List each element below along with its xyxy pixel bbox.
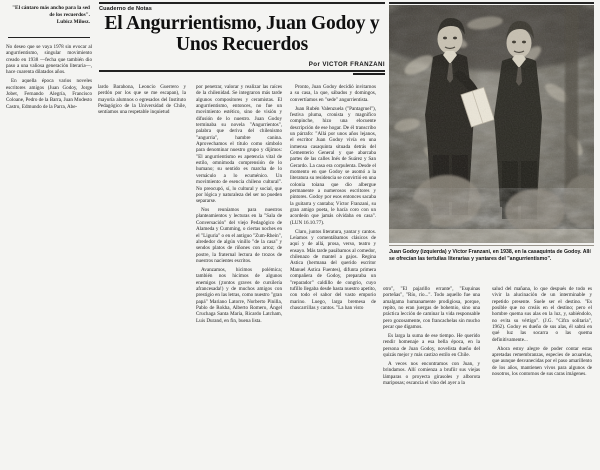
paragraph: Claro, juntos literatura, yantar y cantos. Leíamos y comentábamos clásicos de aquí y de allá, prosa, verso, teatro y ensayo. Más tarde pasábamos al comedor, chilenazo de mantel a gajos. Regina Astica (hermana del querido escritor Manuel Astica Fuentes), difunta primera compañera de Godoy, preparaba un "reparador" caldillo de congrio, cuyo tufillo llegaba desde hasta nuestro apetito, con todo el sabor del vasto emporio marino. Luego, larga bremesa de chascarrillas y cantos. "La han visto (290, 228, 376, 311)
byline: Por VICTOR FRANZANI (308, 61, 385, 68)
paragraph: Juan Rubén Valenzuela ("Pantagruel"), festiva pluma, cronista y magnífico compinche, hizo una elocuente descripción de ese hogar. De él transcribo un párrafo: "Allá por unos años lejanos, el escritor Juan Godoy vivía en una inmensa casaquinta situada detrás del Cementerio General y que abarcaba partes de las calles Inés de Suárez y San Gerardo. La casa era corpulenta. Desde el momento en que Godoy se asomó a la literatura su residencia se convirtió en una colonia toiana que dio albergue permanente a numerosos escritores y pintores. Godoy por esos entonces sacaba la guitarra y cantaba; Víctor Franzani, su gran amigo poeta, le hacía coro con un acordeón que jamás olvidaba en casa". (LUN 16.10.77). (290, 105, 376, 226)
text-column-1 (6, 44, 92, 113)
paragraph: A veces nos encontramos con Juan, y brindamos. Allí comienza a brufiir sus viejas lámparas o proyecta girasoles y alborota mariposas; escancia el vino del ayer a la (383, 360, 480, 386)
paragraph: por penetrar, valorar y realizar las raíces de la chilenidad. Se integraron más tarde algunos compositores y ceramistas. El angurrientismo, entonces, no fue un movimiento estético, sino de visión y difusión de lo nuestro. Juan Godoy terminaba su novela "Angurrientos", palabra que deriva del chilenismo "angurria", hambre canina. Aprovechamos el título como símbolo para denominar nuestro grupo y dijimos: "El angurrientismo es apetencia vital de estilo, omnímoda comprensión de lo humano; su sentido es marcha de lo vernáculo a lo ecuménico. Un movimiento de esencia chileno cultural". No preocupó, sí, lo cultural y social, que por lógica y naturaleza del ser no pueden separarse. (196, 84, 282, 205)
text-column-6 (492, 286, 592, 380)
epigraph (8, 5, 90, 25)
byline-rule (353, 73, 385, 75)
paragraph: otro", "El pajarillo errante", "Esquinas porteñas", "Río, río...". Todo aquello fue una amalgama humanamente prodigiosa, porque, repito, no eran juergas de bohemio, sino una práctica lección de caminar la vida responsable pero gozosamente, con francachelas sin mucho pecar que digamos. (383, 286, 480, 331)
photo-godoy-franzani (389, 5, 594, 243)
text-column-2 (98, 84, 186, 118)
paragraph: lardo Barahona, Leoncio Guerrero y perdón por los que se me escapan), la mayoría alumnos o egresados del Instituto Pedagógico de la Universidad de Chile, sentíamos una respetable inquietud (98, 84, 186, 116)
photo-caption: Juan Godoy (izquierda) y Víctor Franzani, en 1938, en la casaquinta de Godoy. Allí se ofrecían las tertulias literarias y yantares del "angurrientismo". (389, 249, 591, 262)
epigraph-quote: "El cántaro más ancho para la sed de los recuerdos". (12, 5, 90, 18)
text-column-5 (383, 286, 480, 389)
text-column-4 (290, 84, 376, 314)
paragraph: Avanzamos, hicimos polémica; también nos hicimos de algunos enemigos (¡tontos graves de cursilería afrancesada!) y de muchos amigos con prestigio en las letras, como nuestro "gran papá" Mariano Latorre, Norberto Pinilla, Pablo de Rokha, Alberto Romero, Ángel Cruchaga Santa María, Ricardo Latcham, Luis Durand, en fin, buena lista. (196, 266, 282, 324)
paragraph: Pronto, Juan Godoy decidió invitarnos a su casa, la que, sábados y domingos, convertíamos en "sede" angurrientista. (290, 84, 376, 103)
epigraph-rule (8, 37, 90, 38)
caption-separator (389, 245, 594, 246)
epigraph-source: Lubicz Milosz. (56, 18, 90, 25)
masthead-bottom-rule (99, 70, 385, 72)
paragraph: salud del mañana, lo que después de todo es vivir la alucinación de un interminable y repetido presente. Suele ser el destino. "Es posible que no creáis en el destino; pero el hombre quema sus alas en la luz, y, sabiéndolo, no evita su vértigo". (J.G. "Cifra solitaria", 1962). Godoy es dueño de sus alas, él sabrá en qué luz las socarra o las quema definitivamente... (492, 286, 592, 343)
paragraph: Ahora estoy alegre de poder contar estas apretadas remembranzas, especies de acuarelas, que aunque desvanecidas por el paso amarillento de los años, mantienen vivos para algunos de nosotros, los contornos de sus caras imágenes. (492, 345, 592, 378)
kicker: Cuaderno de Notas (99, 6, 152, 12)
photo-top-rule (389, 2, 594, 4)
photo-svg (389, 5, 594, 243)
page-title: El Angurrientismo, Juan Godoy y Unos Recuerdos (104, 13, 380, 55)
paragraph: En aquella época varios noveles escritores amigos (Juan Godoy, Jorge Jobet, Fernando Alegría, Francisco Coloane, Pedro de la Barra, Juan Modesto Castro, Edmundo de la Parra, Abe- (6, 78, 93, 110)
masthead-top-rule (99, 2, 385, 4)
paragraph: Nos reuníamos para nuestros planteamientos y lecturas en la "Sala de Conversación" del viejo Pedagógico de Alameda y Cumming, o ciertas noches en el "Liguria" o en el antiguo "Zum-Rhein", alrededor de algún vinillo "de la casa" y sendos platos de riñones con arroz; de postre, la fraternal lectura de trozos de nuestros nacientes escritos. (196, 207, 282, 264)
paragraph: Es larga la suma de ese tiempo. He querido rendir homenaje a esa bella época, en la persona de Juan Godoy, novelista dueño del quizás mejor y más castizo estilo en Chile. (383, 333, 480, 359)
paragraph: No deseo que se vaya 1978 sin evocar al angurrientismo, singular movimiento creado en 1938 —fecha que también dio paso a una valiosa generación literaria—, hace cuarenta dilatados años. (6, 44, 92, 76)
text-column-3 (196, 84, 282, 327)
